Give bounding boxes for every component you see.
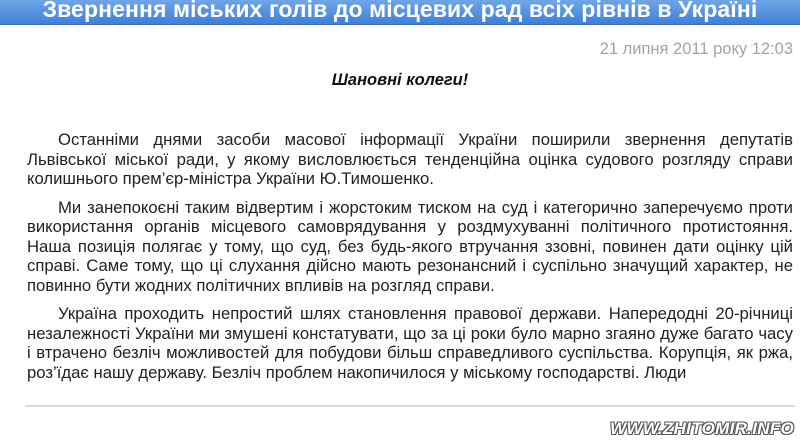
greeting: Шановні колеги! <box>331 71 469 89</box>
paragraph: Останніми днями засоби масової інформації України поширили звернення депутатів Львівської міської ради, у якому висловлюється тенденційна оцінка судового розгляду справи колишнього прем’єр-міністра України Ю.Тимошенко. <box>27 130 793 188</box>
title-bar <box>0 0 800 25</box>
article-title: Звернення міських голів до місцевих рад всіх рівнів в Україні <box>42 0 758 22</box>
publish-date: 21 липня 2011 року 12:03 <box>599 40 793 58</box>
paragraph: Ми занепокоєні таким відвертим і жорстоким тиском на суд і категорично заперечуємо проти використання органів місцевого самоврядування у роздмухуванні політичного протистояння. Наша позиція полягає у тому, що суд, без будь-якого втручання ззовні, повинен дати оцінку цій справі. Саме тому, що ці слухання дійсно мають резонансний і суспільно значущий характер, не повинно бути жодних політичних впливів на розгляд справи. <box>27 197 793 295</box>
cutoff-divider <box>25 405 795 407</box>
article-body <box>27 130 793 391</box>
paragraph: Україна проходить непростий шлях становлення правової держави. Напередодні 20-річниці незалежності України ми змушені констатувати, що за ці роки було марно згаяно дуже багато часу і втрачено безліч можливостей для побудови більш справедливого суспільства. Корупція, як ржа, роз’їдає нашу державу. Безліч проблем накопичилося у міському господарстві. Люди <box>27 304 793 382</box>
site-watermark: WWW.ZHITOMIR.INFO <box>610 419 794 438</box>
